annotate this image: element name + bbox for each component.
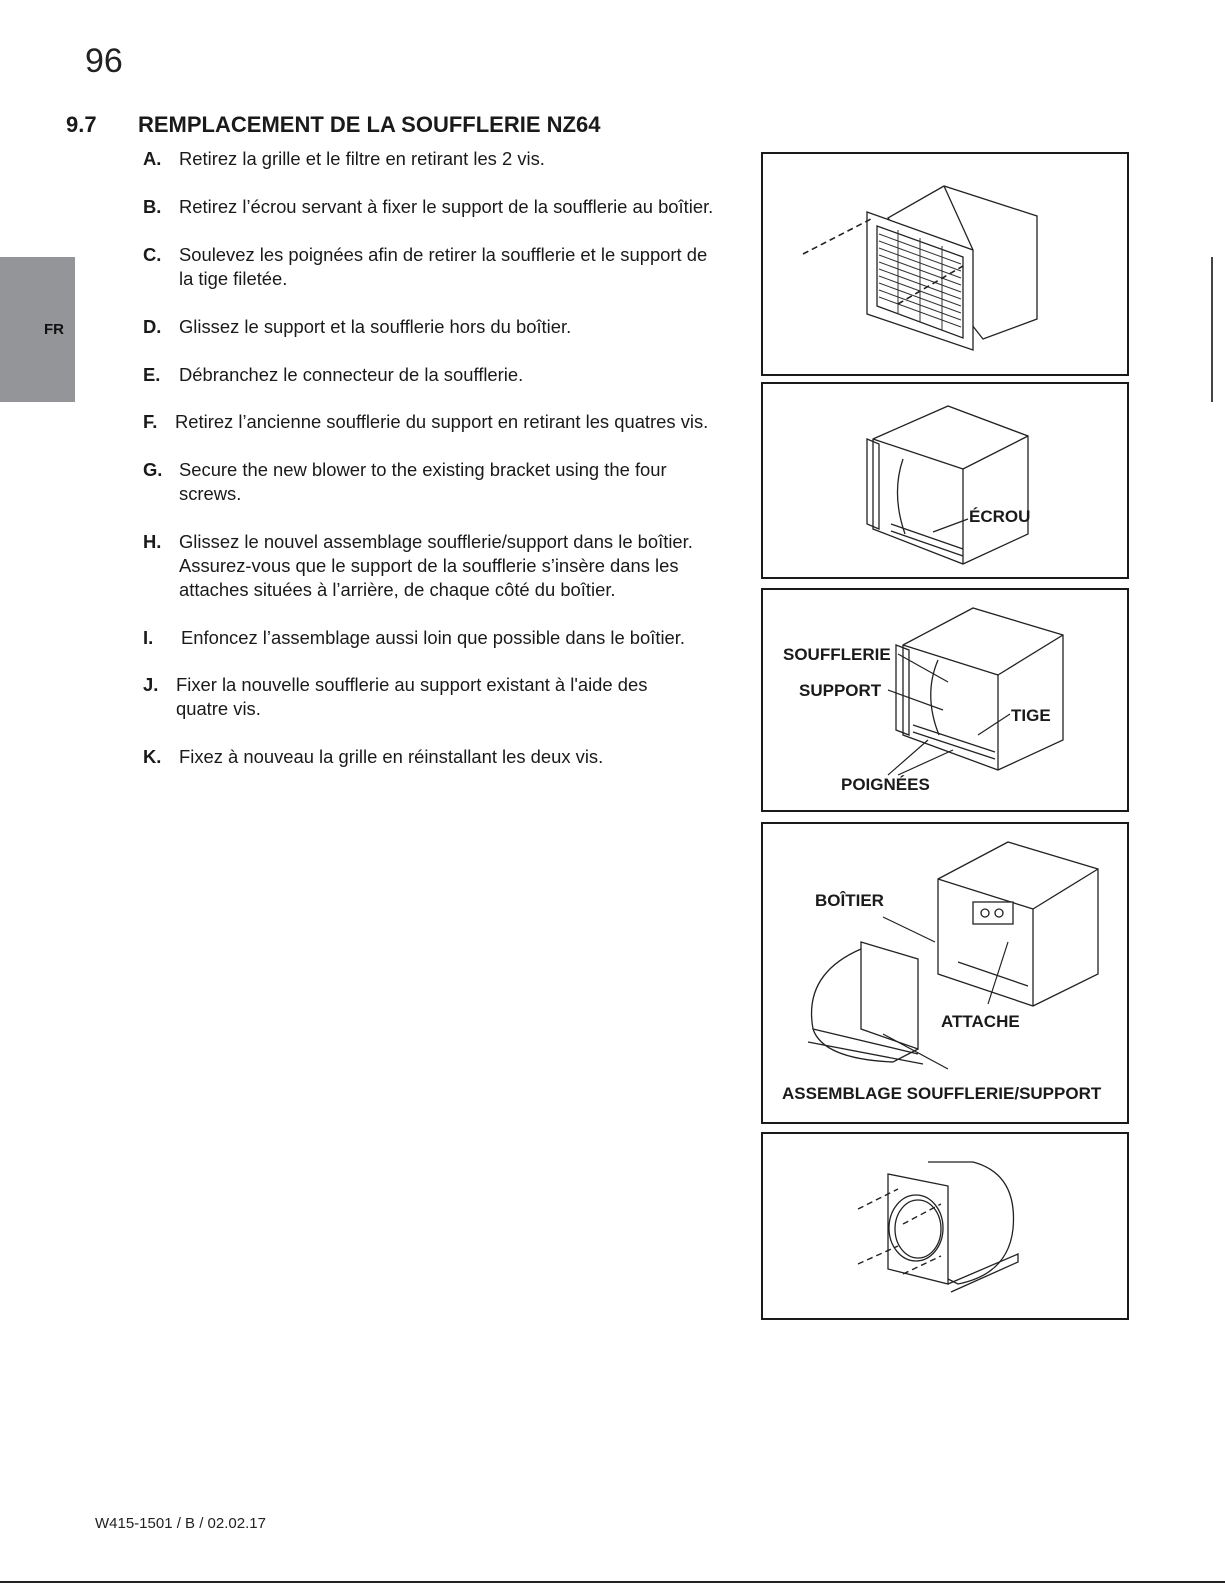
step-letter: G. xyxy=(143,459,163,480)
margin-marker xyxy=(1211,257,1213,402)
step-letter: H. xyxy=(143,531,162,552)
step-text: Retirez l’écrou servant à fixer le support de la soufflerie au boîtier. xyxy=(179,196,714,217)
blower-label: SOUFFLERIE xyxy=(783,645,891,664)
step-text: Soulevez les poignées afin de retirer la soufflerie et le support de xyxy=(179,244,708,265)
figure-nut-removal xyxy=(761,382,1129,579)
step-letter: J. xyxy=(143,674,159,695)
step-letter: E. xyxy=(143,364,161,385)
blower-screws-illustration xyxy=(763,1134,1127,1318)
step-text: Retirez l’ancienne soufflerie du support en retirant les quatres vis. xyxy=(175,411,709,432)
step-letter: F. xyxy=(143,411,158,432)
rod-label: TIGE xyxy=(1011,706,1051,725)
figure-housing-assembly xyxy=(761,822,1129,1124)
figure-blower-parts xyxy=(761,588,1129,812)
clip-label: ATTACHE xyxy=(941,1012,1020,1031)
section-number: 9.7 xyxy=(66,112,97,137)
step-text: Fixez à nouveau la grille en réinstallant les deux vis. xyxy=(179,746,604,767)
step-letter: D. xyxy=(143,316,162,337)
housing-label: BOÎTIER xyxy=(815,891,884,910)
figure-grille-removal xyxy=(761,152,1129,376)
grille-removal-illustration xyxy=(763,154,1127,374)
bracket-label: SUPPORT xyxy=(799,681,882,700)
nut-removal-illustration xyxy=(763,384,1127,577)
step-letter: A. xyxy=(143,148,162,169)
step-text: Glissez le support et la soufflerie hors du boîtier. xyxy=(179,316,572,337)
step-text: Débranchez le connecteur de la soufflerie. xyxy=(179,364,524,385)
step-text: quatre vis. xyxy=(176,698,261,719)
step-text: attaches situées à l’arrière, de chaque côté du boîtier. xyxy=(179,579,616,600)
language-tab xyxy=(0,257,75,402)
language-tab-label: FR xyxy=(44,321,64,338)
section-title: REMPLACEMENT DE LA SOUFFLERIE NZ64 xyxy=(138,112,601,137)
step-text: screws. xyxy=(179,483,242,504)
step-text: Enfoncez l’assemblage aussi loin que possible dans le boîtier. xyxy=(181,627,686,648)
step-text: Fixer la nouvelle soufflerie au support existant à l'aide des xyxy=(176,674,648,695)
handles-label: POIGNÉES xyxy=(841,775,930,794)
step-letter: I. xyxy=(143,627,154,648)
step-text: la tige filetée. xyxy=(179,268,288,289)
step-text: Glissez le nouvel assemblage soufflerie/support dans le boîtier. xyxy=(179,531,693,552)
step-text: Secure the new blower to the existing bracket using the four xyxy=(179,459,667,480)
page-number: 96 xyxy=(85,42,123,80)
step-text: Assurez-vous que le support de la soufflerie s’insère dans les xyxy=(179,555,679,576)
housing-assembly-illustration xyxy=(763,824,1127,1122)
step-letter: C. xyxy=(143,244,162,265)
step-text: Retirez la grille et le filtre en retirant les 2 vis. xyxy=(179,148,545,169)
blower-parts-illustration xyxy=(763,590,1127,810)
nut-label: ÉCROU xyxy=(969,507,1031,526)
document-code: W415-1501 / B / 02.02.17 xyxy=(95,1515,266,1532)
step-letter: B. xyxy=(143,196,162,217)
step-letter: K. xyxy=(143,746,162,767)
figure-blower-screws xyxy=(761,1132,1129,1320)
bottom-rule xyxy=(0,1581,1225,1583)
assembly-label: ASSEMBLAGE SOUFFLERIE/SUPPORT xyxy=(782,1084,1102,1103)
